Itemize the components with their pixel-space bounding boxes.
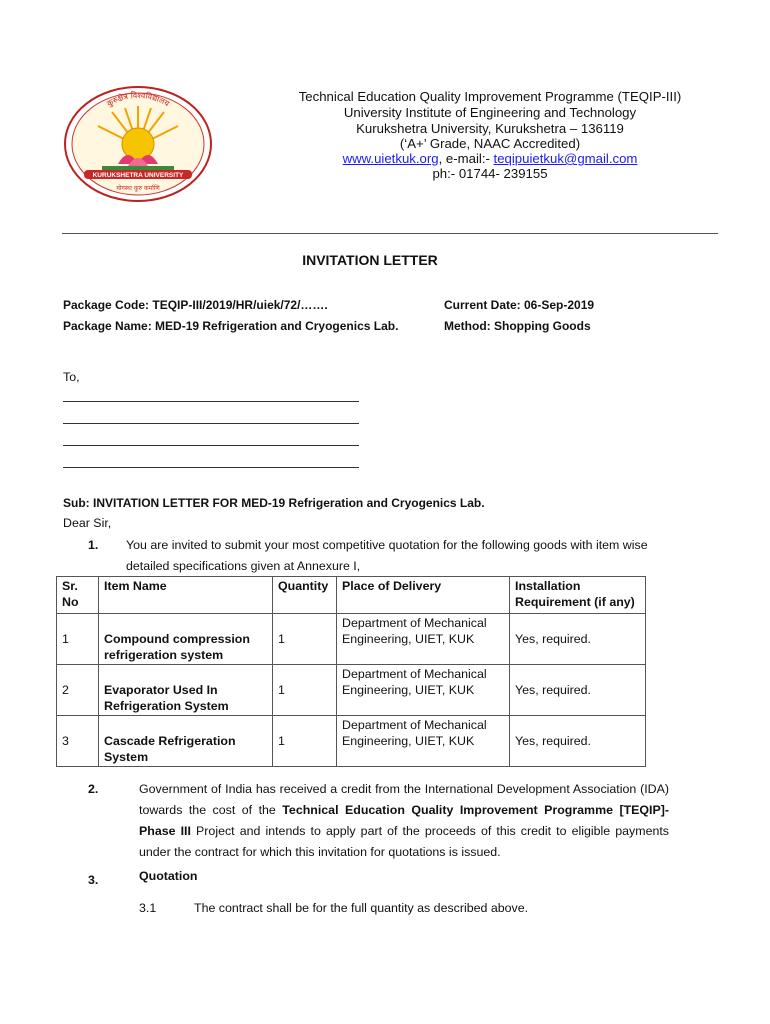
column-header-sr: Sr. No bbox=[57, 577, 99, 614]
header-contact bbox=[210, 151, 770, 167]
cell-sr: 3 bbox=[57, 716, 99, 767]
cell-item: Evaporator Used In Refrigeration System bbox=[99, 665, 273, 716]
table-header-row bbox=[57, 577, 646, 614]
package-code: Package Code: TEQIP-III/2019/HR/uiek/72/……. bbox=[63, 298, 328, 312]
column-header-place: Place of Delivery bbox=[337, 577, 510, 614]
point-2-text: Government of India has received a credit from the International Development Association (IDA) towards the cost of the Technical Education Quality Improvement Programme [TEQIP]-Phase III Project and intends to apply part of the proceeds of this credit to eligible payments under the contract for which this invitation for quotations is issued. bbox=[139, 782, 670, 859]
header-phone: ph:- 01744- 239155 bbox=[432, 166, 548, 181]
table-row bbox=[57, 716, 646, 767]
logo-text-top: कुरुक्षेत्र विश्वविद्यालय bbox=[105, 90, 171, 109]
to-label: To, bbox=[63, 370, 80, 384]
cell-item: Compound compression refrigeration system bbox=[99, 614, 273, 665]
cell-item: Cascade Refrigeration System bbox=[99, 716, 273, 767]
cell-place: Department of Mechanical Engineering, UIET, KUK bbox=[337, 665, 510, 716]
address-line bbox=[63, 467, 359, 468]
logo-text-bottom: योगस्थः कुरु कर्माणि bbox=[116, 185, 160, 192]
cell-place: Department of Mechanical Engineering, UIET, KUK bbox=[337, 716, 510, 767]
salutation: Dear Sir, bbox=[63, 516, 112, 530]
website-link[interactable]: www.uietkuk.org bbox=[342, 151, 439, 166]
header-institute: University Institute of Engineering and Technology bbox=[343, 105, 637, 120]
header-divider bbox=[62, 233, 718, 234]
subject-line: Sub: INVITATION LETTER FOR MED-19 Refrigeration and Cryogenics Lab. bbox=[63, 496, 485, 510]
cell-place: Department of Mechanical Engineering, UIET, KUK bbox=[337, 614, 510, 665]
email-link[interactable]: teqipuietkuk@gmail.com bbox=[493, 151, 638, 166]
method: Method: Shopping Goods bbox=[444, 319, 591, 333]
point-1-text-cont: detailed specifications given at Annexure I, bbox=[126, 559, 361, 573]
point-2-number: 2. bbox=[88, 782, 99, 796]
cell-quantity: 1 bbox=[273, 716, 337, 767]
point-1-number: 1. bbox=[88, 538, 99, 552]
point-3-heading: Quotation bbox=[139, 869, 198, 883]
table-row bbox=[57, 614, 646, 665]
package-name: Package Name: MED-19 Refrigeration and Cryogenics Lab. bbox=[63, 319, 399, 333]
cell-quantity: 1 bbox=[273, 614, 337, 665]
items-table bbox=[56, 576, 646, 767]
cell-installation: Yes, required. bbox=[510, 614, 646, 665]
address-line bbox=[63, 445, 359, 446]
address-line bbox=[63, 423, 359, 424]
point-3-1-number: 3.1 bbox=[139, 901, 157, 915]
column-header-item: Item Name bbox=[99, 577, 273, 614]
column-header-quantity: Quantity bbox=[273, 577, 337, 614]
point-3-number: 3. bbox=[88, 873, 99, 887]
point-3-1-text: The contract shall be for the full quantity as described above. bbox=[194, 901, 529, 915]
cell-sr: 2 bbox=[57, 665, 99, 716]
email-label: , e-mail:- bbox=[438, 151, 494, 166]
address-line bbox=[63, 401, 359, 402]
university-logo bbox=[62, 84, 214, 204]
logo-text-band: KURUKSHETRA UNIVERSITY bbox=[92, 172, 184, 179]
header-programme: Technical Education Quality Improvement Programme (TEQIP-III) bbox=[298, 89, 682, 104]
table-row bbox=[57, 665, 646, 716]
cell-sr: 1 bbox=[57, 614, 99, 665]
header-address: Kurukshetra University, Kurukshetra – 136119 bbox=[356, 121, 624, 136]
cell-quantity: 1 bbox=[273, 665, 337, 716]
cell-installation: Yes, required. bbox=[510, 665, 646, 716]
cell-installation: Yes, required. bbox=[510, 716, 646, 767]
header-grade: (‘A+’ Grade, NAAC Accredited) bbox=[399, 136, 581, 151]
column-header-installation: Installation Requirement (if any) bbox=[510, 577, 646, 614]
current-date: Current Date: 06-Sep-2019 bbox=[444, 298, 595, 312]
point-1-text: You are invited to submit your most competitive quotation for the following goods with item wise bbox=[126, 538, 648, 552]
letter-title: INVITATION LETTER bbox=[302, 252, 438, 268]
